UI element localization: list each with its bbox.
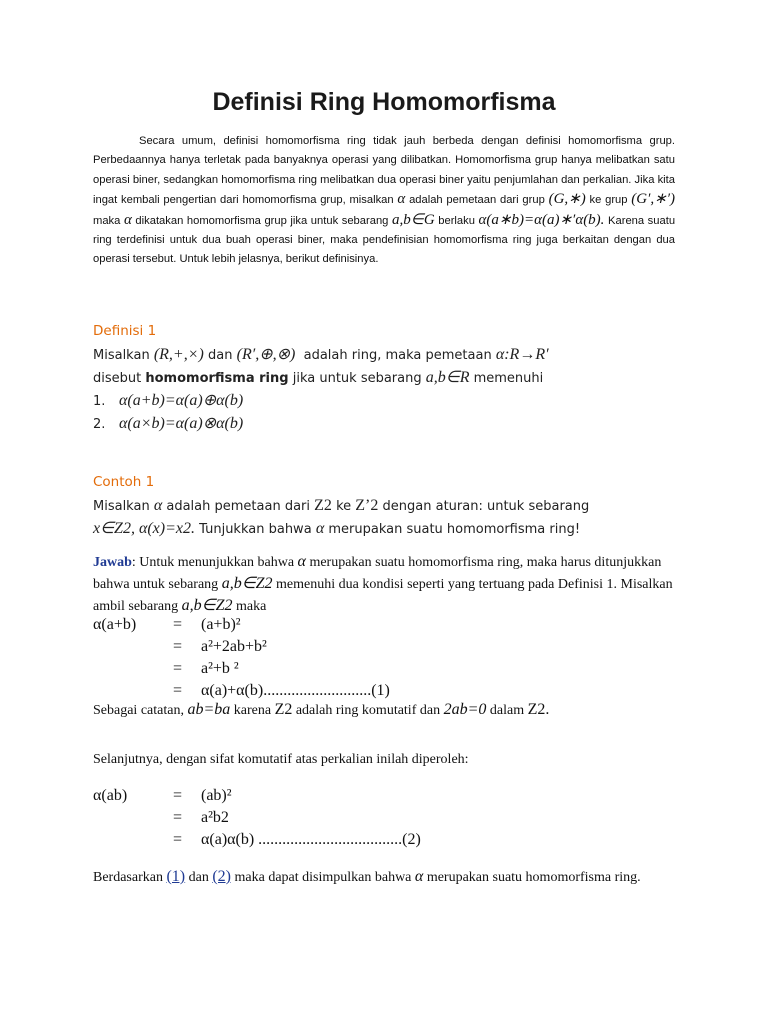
note-text: adalah ring komutatif dan	[295, 703, 441, 718]
defined-term: homomorfisma ring	[145, 371, 289, 386]
conclusion-text: merupakan suatu homomorfisma ring.	[426, 870, 641, 885]
example-text: merupakan suatu homomorfisma ring!	[328, 522, 581, 537]
intro-text-1: Secara umum, definisi homomorfisma ring tidak jauh berbeda dengan definisi homomorfisma grup. Perbedaannya hanya terletak pada banyaknya operasi yang dilibatkan. Homomorfisma grup hanya melibatkan satu operasi biner, sedangkan homomorfisma ring melibatkan dua operasi biner yaitu penjumlahan dan perkalian. Jika kita ingat kembali pengertian dari homomorfisma grup, misalkan	[93, 135, 675, 207]
definition-line-2	[93, 366, 693, 389]
equals-sign: =	[173, 682, 183, 699]
equation-lhs: α(ab)	[93, 787, 128, 804]
intro-text-6: berlaku	[438, 214, 475, 227]
alpha-symbol: α	[297, 553, 306, 570]
elements-ab-Z2: a,b∈Z2	[181, 597, 233, 614]
condition-formula: α(a+b)=α(a)⊕α(b)	[119, 392, 244, 409]
ring-R-prime: (R′,⊕,⊗)	[236, 346, 296, 363]
example-block	[93, 474, 693, 540]
equation-rhs: a²+b ²	[201, 660, 239, 677]
example-text: Misalkan	[93, 499, 150, 514]
alpha-symbol: α	[315, 520, 325, 537]
map-formula: α:R→R′	[495, 346, 549, 363]
equals-sign: =	[173, 638, 183, 655]
intro-text-5: dikatakan homomorfisma grup jika untuk sebarang	[135, 214, 389, 227]
def-text: jika untuk sebarang	[292, 371, 422, 386]
alpha-symbol: α	[397, 191, 406, 208]
conclusion-text: dan	[188, 870, 209, 885]
conclusion-paragraph	[93, 866, 693, 888]
set-Z2: Z2.	[527, 701, 550, 718]
answer-label: Jawab	[93, 555, 132, 570]
equation-row	[93, 680, 390, 702]
alpha-symbol: α	[414, 868, 424, 885]
group-G: (G,∗)	[548, 191, 586, 208]
set-Z2-prime: Z’2	[355, 497, 379, 514]
zero-formula: 2ab=0	[443, 701, 487, 718]
answer-paragraph	[93, 551, 693, 617]
equation-row	[93, 807, 421, 829]
alpha-symbol: α	[123, 211, 132, 228]
equation-block-2	[93, 785, 421, 851]
intro-text-2: adalah pemetaan dari grup	[409, 194, 545, 207]
set-Z2: Z2	[274, 701, 293, 718]
def-text: Misalkan	[93, 348, 150, 363]
example-line-1	[93, 494, 693, 517]
answer-text: maka	[235, 599, 267, 614]
alpha-symbol: α	[153, 497, 163, 514]
example-text: adalah pemetaan dari	[166, 499, 310, 514]
example-heading: Contoh 1	[93, 474, 155, 490]
conclusion-text: maka dapat disimpulkan bahwa	[234, 870, 412, 885]
equation-row	[93, 785, 421, 807]
intro-text-3: ke grup	[589, 194, 628, 207]
continuation-text: Selanjutnya, dengan sifat komutatif atas perkalian inilah diperoleh:	[93, 752, 469, 767]
definition-block	[93, 323, 693, 435]
answer-text: memenuhi dua kondisi seperti yang tertuang pada Definisi 1. Misalkan ambil sebarang	[93, 577, 673, 614]
example-text: dengan aturan: untuk sebarang	[382, 499, 590, 514]
note-paragraph	[93, 700, 693, 721]
map-rule: x∈Z2, α(x)=x2.	[93, 520, 195, 537]
equation-row	[93, 658, 390, 680]
note-text: Sebagai catatan,	[93, 703, 184, 718]
ring-R: (R,+,×)	[153, 346, 204, 363]
page-title: Definisi Ring Homomorfisma	[212, 88, 556, 116]
equals-sign: =	[173, 787, 183, 804]
def-text: dan	[208, 348, 233, 363]
equation-rhs: a²+2ab+b²	[201, 638, 267, 655]
list-number: 1.	[93, 394, 106, 409]
equation-rhs: (a+b)²	[201, 616, 241, 633]
condition-1	[93, 389, 693, 412]
equals-sign: =	[173, 809, 183, 826]
elements-ab-R: a,b∈R	[425, 369, 470, 386]
definition-heading: Definisi 1	[93, 323, 157, 339]
note-text: dalam	[489, 703, 525, 718]
equation-lhs: α(a+b)	[93, 616, 137, 633]
equation-rhs: (ab)²	[201, 787, 232, 804]
def-text: disebut	[93, 371, 142, 386]
group-hom-formula: α(a∗b)=α(a)∗′α(b).	[478, 211, 605, 228]
intro-text-7: Karena suatu ring terdefinisi untuk dua buah operasi biner, maka pendefinisian homomorfisma ring juga berkaitan dengan dua operasi tersebut. Untuk lebih jelasnya, berikut definisinya.	[93, 214, 676, 266]
example-text: ke	[336, 499, 352, 514]
example-line-2	[93, 517, 693, 540]
def-text: adalah ring, maka pemetaan	[303, 348, 492, 363]
equation-ref-1-link[interactable]: (1)	[166, 868, 186, 885]
note-text: karena	[233, 703, 272, 718]
def-text: memenuhi	[473, 371, 544, 386]
equation-row	[93, 829, 421, 851]
equation-row	[93, 636, 390, 658]
intro-paragraph	[93, 132, 675, 270]
equation-row	[93, 614, 390, 636]
equals-sign: =	[173, 616, 183, 633]
example-text: Tunjukkan bahwa	[199, 522, 312, 537]
equation-rhs: α(a)α(b) ....................................(2)	[201, 831, 421, 848]
intro-text-4: maka	[93, 214, 121, 227]
group-G-prime: (G′,∗′)	[631, 191, 675, 208]
equation-block-1	[93, 614, 390, 702]
list-number: 2.	[93, 417, 106, 432]
condition-2	[93, 412, 693, 435]
condition-formula: α(a×b)=α(a)⊗α(b)	[119, 415, 244, 432]
equation-rhs: α(a)+α(b)...........................(1)	[201, 682, 390, 699]
answer-text: : Untuk menunjukkan bahwa	[131, 555, 295, 570]
elements-ab-G: a,b∈G	[392, 211, 435, 228]
commutative-formula: ab=ba	[187, 701, 231, 718]
equation-rhs: a²b2	[201, 809, 229, 826]
conclusion-text: Berdasarkan	[93, 870, 163, 885]
equals-sign: =	[173, 831, 183, 848]
set-Z2: Z2	[314, 497, 332, 514]
definition-line-1	[93, 343, 693, 366]
equation-ref-2-link[interactable]: (2)	[212, 868, 231, 885]
elements-ab-Z2: a,b∈Z2	[221, 575, 273, 592]
answer-text: merupakan suatu homomorfisma ring, maka harus ditunjukkan bahwa untuk sebarang	[93, 555, 662, 592]
equals-sign: =	[173, 660, 183, 677]
